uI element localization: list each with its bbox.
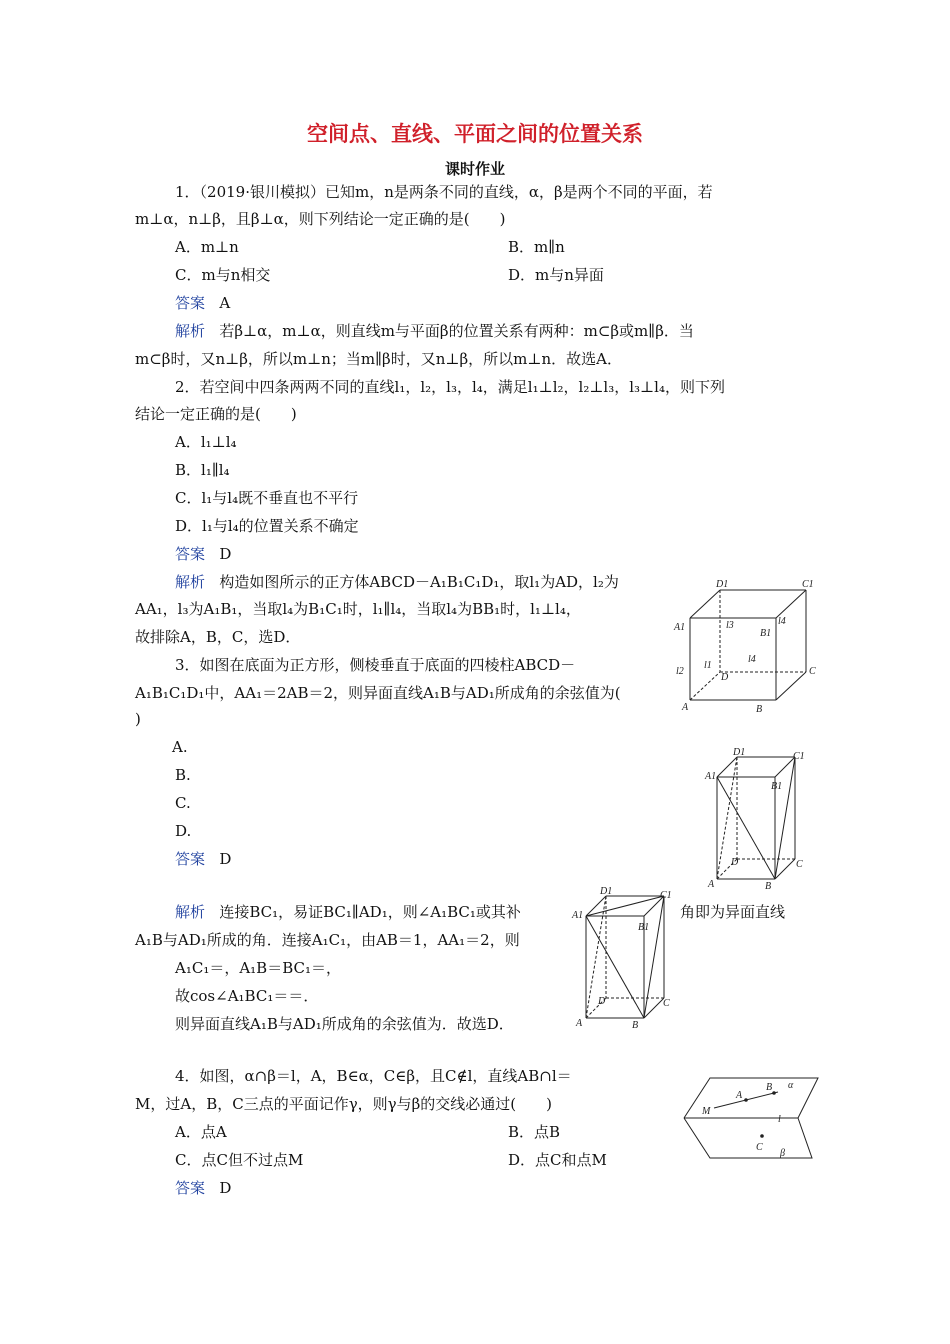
cube-label-b: B — [756, 704, 763, 715]
q4-option-d: D．点C和点M — [508, 1151, 607, 1169]
prism2-label-d: D — [598, 996, 606, 1007]
q2-line2: 结论一定正确的是( ) — [135, 405, 297, 423]
prism1-label-a1: A1 — [705, 771, 717, 782]
q3-line2: A₁B₁C₁D₁中，AA₁＝2AB＝2，则异面直线A₁B与AD₁所成角的余弦值为( — [135, 684, 621, 702]
cube-label-a: A — [682, 702, 689, 713]
q3-answer-label: 答案 — [175, 850, 206, 868]
q3-analysis-5: 则异面直线A₁B与AD₁所成角的余弦值为．故选D． — [175, 1015, 514, 1033]
q1-answer: A — [219, 294, 231, 312]
prism-figure-2 — [570, 884, 680, 1032]
q4-option-b: B．点B — [508, 1123, 561, 1141]
q1-answer-label: 答案 — [175, 294, 206, 312]
q3-analysis-1a: 连接BC₁，易证BC₁∥AD₁，则∠A₁BC₁或其补 — [219, 903, 521, 921]
planes-label-l: l — [778, 1114, 781, 1125]
cube-label-l4-mid: l4 — [748, 654, 756, 665]
q1-analysis-1: 若β⊥α，m⊥α，则直线m与平面β的位置关系有两种：m⊂β或m∥β．当 — [219, 322, 694, 340]
cube-label-d: D — [721, 672, 729, 683]
prism2-label-c: C — [663, 998, 670, 1009]
q2-answer-label: 答案 — [175, 545, 206, 563]
q3-option-d: D. — [175, 822, 192, 840]
q3-option-a: A. — [172, 738, 188, 756]
q4-answer-row — [175, 1177, 231, 1199]
prism1-label-b: B — [765, 881, 772, 892]
cube-figure — [668, 578, 818, 716]
cube-label-l3: l3 — [726, 620, 734, 631]
q1-option-b: B．m∥n — [508, 238, 565, 256]
q1-analysis-2: m⊂β时，又n⊥β，所以m⊥n；当m∥β时，又n⊥β，所以m⊥n．故选A． — [135, 350, 622, 368]
q3-answer: D — [219, 850, 232, 868]
q1-analysis-label: 解析 — [175, 322, 206, 340]
planes-label-m: M — [702, 1106, 711, 1117]
prism2-label-d1: D1 — [600, 886, 613, 897]
q3-line1: 3．如图在底面为正方形，侧棱垂直于底面的四棱柱ABCD－ — [175, 656, 576, 674]
q3-option-c: C. — [175, 794, 191, 812]
planes-figure — [680, 1072, 820, 1164]
q1-option-c: C．m与n相交 — [175, 266, 271, 284]
q2-analysis-2: AA₁，l₃为A₁B₁，当取l₄为B₁C₁时，l₁∥l₄，当取l₄为BB₁时，l₁⊥l₄， — [135, 600, 581, 618]
planes-label-alpha: α — [788, 1080, 794, 1091]
prism1-label-c1: C1 — [793, 751, 805, 762]
q4-line2: M，过A，B，C三点的平面记作γ，则γ与β的交线必通过( ) — [135, 1095, 552, 1113]
q3-analysis-label: 解析 — [175, 903, 206, 921]
cube-label-b1: B1 — [760, 628, 772, 639]
prism1-label-d: D — [731, 857, 739, 868]
q3-option-b: B. — [175, 766, 191, 784]
cube-label-c: C — [809, 666, 816, 677]
page-title: 空间点、直线、平面之间的位置关系 — [307, 121, 643, 146]
q2-analysis-label: 解析 — [175, 573, 206, 591]
q3-analysis-2: A₁B与AD₁所成的角．连接A₁C₁，由AB＝1，AA₁＝2，则 — [135, 931, 520, 949]
q1-analysis-row1 — [175, 320, 694, 342]
q2-option-a: A．l₁⊥l₄ — [175, 433, 237, 451]
prism1-label-b1: B1 — [771, 781, 783, 792]
q4-answer-label: 答案 — [175, 1179, 206, 1197]
prism1-label-c: C — [796, 859, 803, 870]
q3-answer-row — [175, 848, 231, 870]
q3-line3: ) — [135, 710, 141, 728]
prism-figure-1 — [703, 745, 813, 893]
prism2-label-b: B — [632, 1020, 639, 1031]
q2-answer: D — [219, 545, 232, 563]
prism1-label-a: A — [708, 879, 715, 890]
prism2-label-c1: C1 — [660, 890, 672, 901]
q1-line2: m⊥α，n⊥β，且β⊥α，则下列结论一定正确的是( ) — [135, 210, 506, 228]
q1-option-a: A．m⊥n — [175, 238, 239, 256]
q4-option-c: C．点C但不过点M — [175, 1151, 304, 1169]
q1-option-d: D．m与n异面 — [508, 266, 604, 284]
q2-answer-row — [175, 543, 231, 565]
q3-analysis-4: 故cos∠A₁BC₁＝＝． — [175, 987, 319, 1005]
q2-analysis-1: 构造如图所示的正方体ABCD－A₁B₁C₁D₁，取l₁为AD，l₂为 — [219, 573, 619, 591]
q2-analysis-row1 — [175, 571, 619, 593]
q3-analysis-row1 — [175, 901, 521, 923]
q4-option-a: A．点A — [175, 1123, 227, 1141]
q2-option-b: B．l₁∥l₄ — [175, 461, 230, 479]
planes-label-c: C — [756, 1142, 763, 1153]
planes-label-beta: β — [780, 1148, 785, 1159]
planes-label-a: A — [736, 1090, 743, 1101]
q2-option-c: C．l₁与l₄既不垂直也不平行 — [175, 489, 359, 507]
prism2-label-a1: A1 — [572, 910, 584, 921]
cube-label-d1: D1 — [716, 579, 729, 590]
cube-label-c1: C1 — [802, 579, 814, 590]
q2-analysis-3: 故排除A，B，C，选D． — [135, 628, 301, 646]
q4-answer: D — [219, 1179, 232, 1197]
q2-line1: 2．若空间中四条两两不同的直线l₁，l₂，l₃，l₄，满足l₁⊥l₂，l₂⊥l₃，l₃⊥l₄，则下列 — [175, 378, 725, 396]
page-subtitle: 课时作业 — [444, 160, 505, 178]
planes-label-b: B — [766, 1082, 773, 1093]
cube-label-a1: A1 — [674, 622, 686, 633]
cube-label-l4-top: l4 — [778, 616, 786, 627]
cube-label-l1: l1 — [704, 660, 712, 671]
q2-option-d: D．l₁与l₄的位置关系不确定 — [175, 517, 359, 535]
q1-line1: 1．（2019·银川模拟）已知m，n是两条不同的直线，α，β是两个不同的平面，若 — [175, 183, 713, 201]
q1-answer-row — [175, 292, 230, 314]
prism2-label-a: A — [576, 1018, 583, 1029]
q3-analysis-1b: 角即为异面直线 — [680, 903, 786, 921]
cube-label-l2: l2 — [676, 666, 684, 677]
q4-line1: 4．如图，α∩β＝l，A，B∈α，C∈β，且C∉l，直线AB∩l＝ — [175, 1067, 572, 1085]
prism1-label-d1: D1 — [733, 747, 746, 758]
prism2-label-b1: B1 — [638, 922, 650, 933]
q3-analysis-3: A₁C₁＝，A₁B＝BC₁＝， — [175, 959, 341, 977]
